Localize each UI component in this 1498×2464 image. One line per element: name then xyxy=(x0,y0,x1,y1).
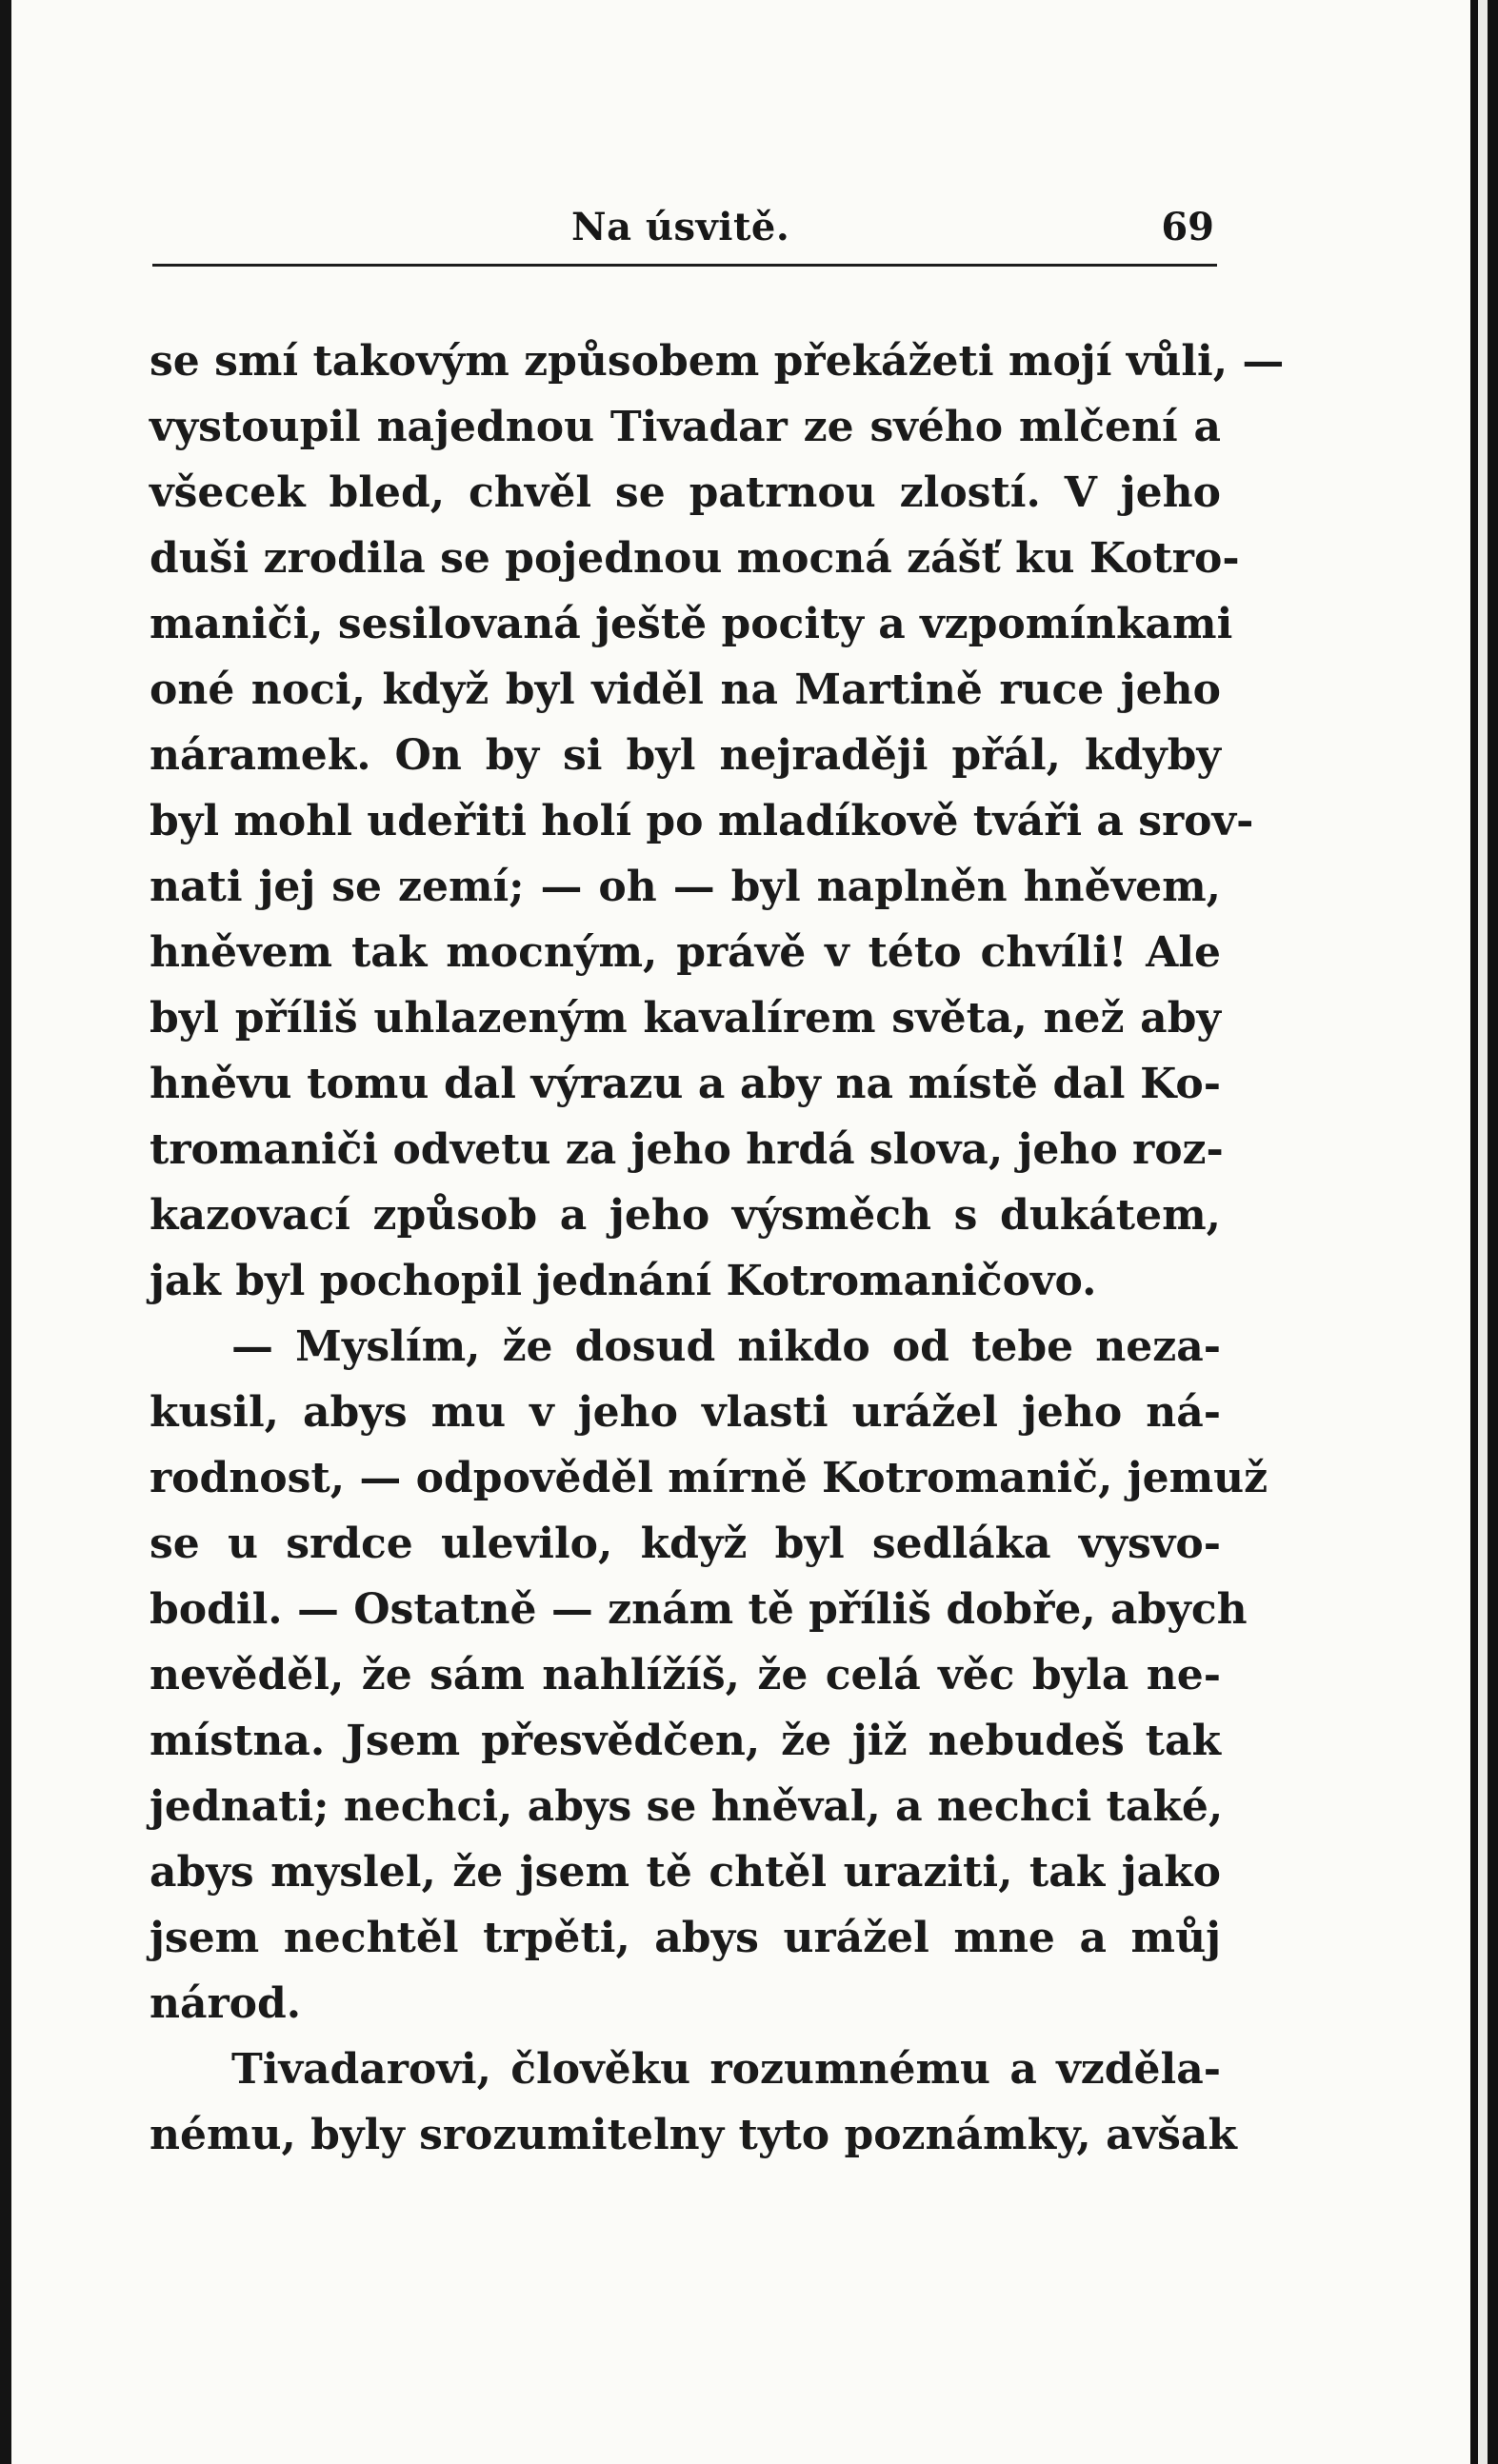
body-text xyxy=(150,328,1285,2168)
text-line: všecek bled, chvěl se patrnou zlostí. V jeho xyxy=(150,468,1221,517)
scan-right-edge xyxy=(1470,0,1498,2464)
text-line: jak byl pochopil jednání Kotromaničovo. xyxy=(150,1257,1097,1305)
text-line: národ. xyxy=(150,1979,302,2028)
text-line: maniči, sesilovaná ještě pocity a vzpomínkami xyxy=(150,600,1233,648)
text-line: kazovací způsob a jeho výsměch s dukátem, xyxy=(150,1191,1221,1240)
text-line: se u srdce ulevilo, když byl sedláka vysvo- xyxy=(150,1520,1221,1568)
text-line: duši zrodila se pojednou mocná zášť ku Kotro- xyxy=(150,534,1240,583)
page-number: 69 xyxy=(1161,205,1214,249)
scan-left-edge xyxy=(0,0,11,2464)
text-line: nému, byly srozumitelny tyto poznámky, avšak xyxy=(150,2111,1237,2159)
text-line: hněvem tak mocným, právě v této chvíli! Ale xyxy=(150,928,1221,977)
text-line: — Myslím, že dosud nikdo od tebe neza- xyxy=(231,1322,1221,1371)
text-line: vystoupil najednou Tivadar ze svého mlčení a xyxy=(150,403,1221,451)
text-line: nevěděl, že sám nahlížíš, že celá věc byla ne- xyxy=(150,1651,1221,1699)
text-line: nati jej se zemí; — oh — byl naplněn hněvem, xyxy=(150,863,1221,911)
page-header xyxy=(152,195,1214,262)
text-line: bodil. — Ostatně — znám tě příliš dobře, abych xyxy=(150,1585,1248,1634)
text-line: tromaniči odvetu za jeho hrdá slova, jeho roz- xyxy=(150,1125,1224,1174)
text-line: abys myslel, že jsem tě chtěl uraziti, tak jako xyxy=(150,1848,1221,1897)
text-line: hněvu tomu dal výrazu a aby na místě dal Ko- xyxy=(150,1060,1221,1108)
text-line: kusil, abys mu v jeho vlasti urážel jeho ná- xyxy=(150,1388,1221,1437)
header-rule xyxy=(152,264,1217,267)
adjacent-page-strip xyxy=(1478,0,1488,2464)
text-line: rodnost, — odpověděl mírně Kotromanič, jemuž xyxy=(150,1454,1268,1502)
text-line: jsem nechtěl trpěti, abys urážel mne a můj xyxy=(150,1914,1221,1962)
text-line: jednati; nechci, abys se hněval, a nechci také, xyxy=(150,1782,1224,1831)
text-line: byl mohl udeřiti holí po mladíkově tváři a srov- xyxy=(150,797,1254,845)
text-line: oné noci, když byl viděl na Martině ruce jeho xyxy=(150,666,1221,714)
text-line: se smí takovým způsobem překážeti mojí vůli, — xyxy=(150,337,1285,386)
text-line: místna. Jsem přesvědčen, že již nebudeš tak xyxy=(150,1717,1221,1765)
text-line: byl příliš uhlazeným kavalírem světa, než aby xyxy=(150,994,1221,1043)
text-line: náramek. On by si byl nejraději přál, kdyby xyxy=(150,731,1221,780)
running-title: Na úsvitě. xyxy=(571,205,790,249)
text-line: Tivadarovi, člověku rozumnému a vzděla- xyxy=(231,2045,1221,2094)
